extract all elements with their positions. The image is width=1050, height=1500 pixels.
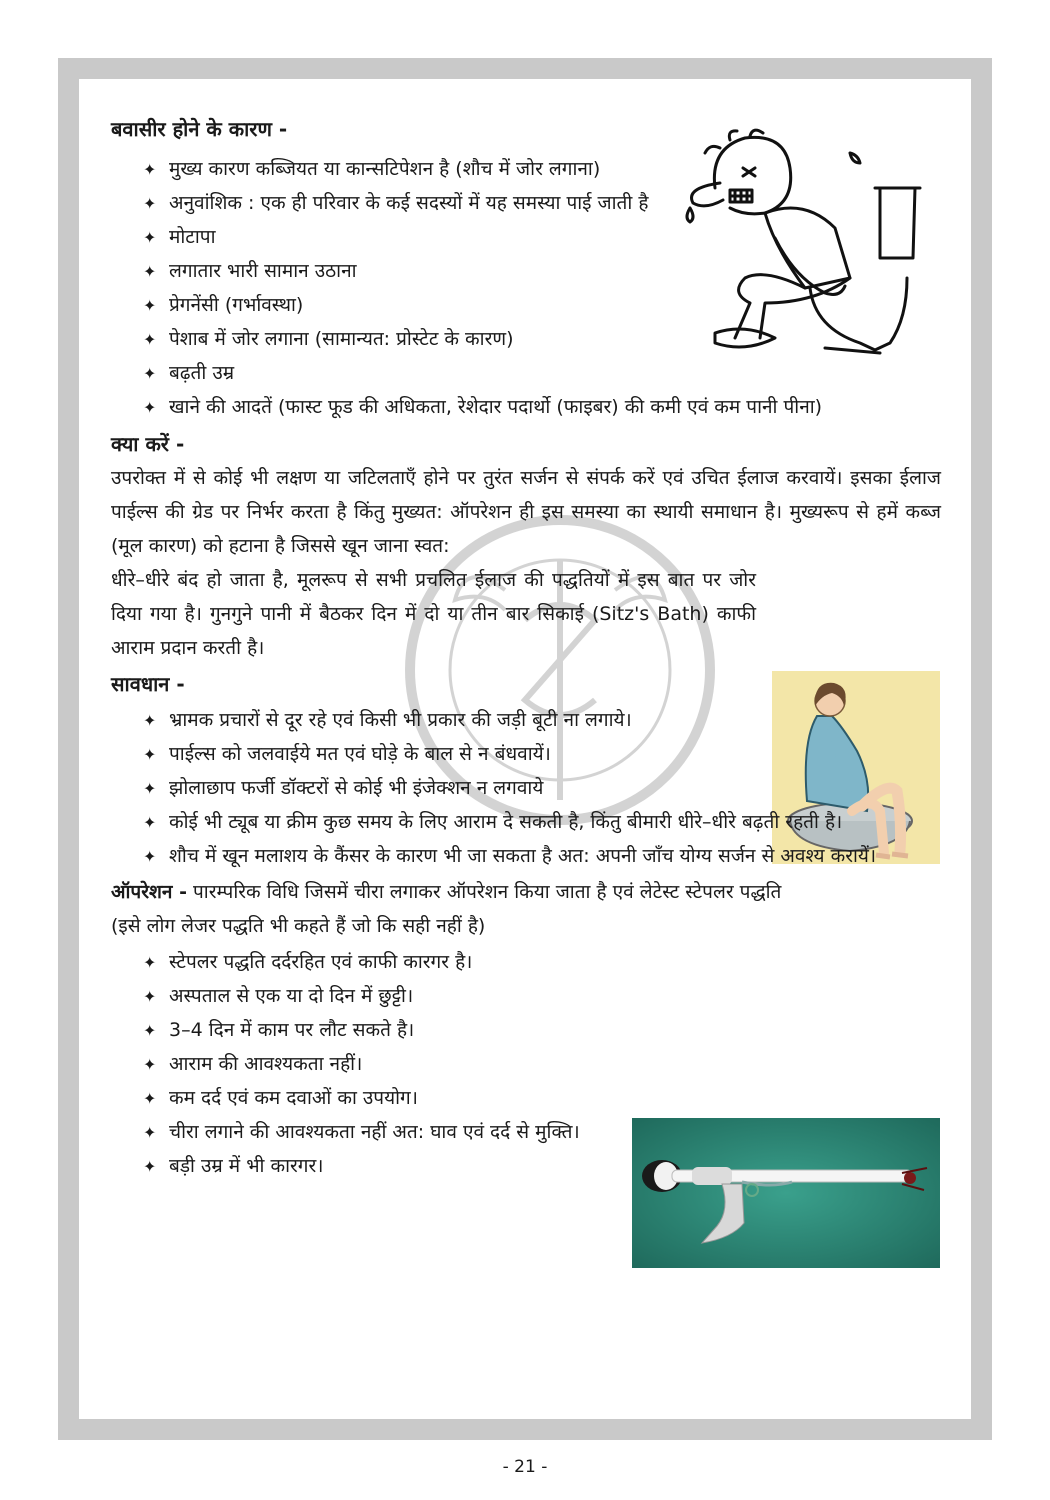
star-bullet-icon: ✦ [143,987,157,1006]
star-bullet-icon: ✦ [143,1123,157,1142]
list-item: ✦ पाईल्स को जलवाईये मत एवं घोड़े के बाल से न बंधवायें। [111,739,941,770]
star-bullet-icon: ✦ [143,398,157,417]
page-content [111,112,941,1185]
caution-heading: सावधान - [111,672,185,696]
star-bullet-icon: ✦ [143,1089,157,1108]
list-item: ✦ झोलाछाप फर्जी डॉक्टरों से कोई भी इंजेक्शन न लगवाये [111,773,941,804]
list-item: ✦ अनुवांशिक : एक ही परिवार के कई सदस्यों में यह समस्या पाई जाती है [111,188,666,219]
list-item: ✦ भ्रामक प्रचारों से दूर रहे एवं किसी भी प्रकार की जड़ी बूटी ना लगाये। [111,705,769,736]
star-bullet-icon: ✦ [143,364,157,383]
operation-heading: ऑपरेशन - [111,881,187,903]
what-to-do-paragraph: उपरोक्त में से कोई भी लक्षण या जटिलताएँ होने पर तुरंत सर्जन से संपर्क करें एवं उचित ईलाज करवायें। इसका ईलाज पाईल्स की ग्रेड पर निर्भर करता है किंतु मुख्यत: ऑपरेशन ही इस समस्या का स्थायी समाधान है। मुख्यरूप से हमें कब्ज (मूल कारण) को हटाना है जिससे खून जाना स्वत: [111,467,941,557]
list-item: ✦ खाने की आदतें (फास्ट फूड की अधिकता, रेशेदार पदार्थो (फाइबर) की कमी एवं कम पानी पीना) [111,392,941,423]
star-bullet-icon: ✦ [143,160,157,179]
caution-list [111,705,941,872]
star-bullet-icon: ✦ [143,711,157,730]
list-item: ✦ कम दर्द एवं कम दवाओं का उपयोग। [111,1083,666,1114]
star-bullet-icon: ✦ [143,296,157,315]
star-bullet-icon: ✦ [143,194,157,213]
star-bullet-icon: ✦ [143,779,157,798]
star-bullet-icon: ✦ [143,1157,157,1176]
causes-list [111,154,666,321]
star-bullet-icon: ✦ [143,745,157,764]
star-bullet-icon: ✦ [143,262,157,281]
causes-list-wide [111,324,941,423]
star-bullet-icon: ✦ [143,1055,157,1074]
list-item: ✦ मोटापा [111,222,666,253]
list-item: ✦ बड़ी उम्र में भी कारगर। [111,1151,941,1182]
star-bullet-icon: ✦ [143,330,157,349]
list-item: ✦ कोई भी ट्यूब या क्रीम कुछ समय के लिए आराम दे सकती है, किंतु बीमारी धीरे–धीरे बढ़ती रहती है। [111,807,941,838]
star-bullet-icon: ✦ [143,813,157,832]
operation-note: (इसे लोग लेजर पद्धति भी कहते हैं जो कि सही नहीं है) [111,915,486,937]
star-bullet-icon: ✦ [143,847,157,866]
list-item: ✦ बढ़ती उम्र [111,358,941,389]
operation-intro: ऑपरेशन - पारम्परिक विधि जिसमें चीरा लगाकर ऑपरेशन किया जाता है एवं लेटेस्ट स्टेपलर पद्धति [111,881,782,903]
list-item: ✦ लगातार भारी सामान उठाना [111,256,666,287]
list-item: ✦ पेशाब में जोर लगाना (सामान्यत: प्रोस्टेट के कारण) [111,324,941,355]
operation-benefits-list [111,947,666,1114]
star-bullet-icon: ✦ [143,228,157,247]
list-item: ✦ 3–4 दिन में काम पर लौट सकते है। [111,1015,666,1046]
page-number: - 21 - [502,1457,548,1477]
what-to-do-heading: क्या करें - [111,432,185,456]
operation-benefits-list-wide [111,1117,941,1182]
list-item: ✦ अस्पताल से एक या दो दिन में छुट्टी। [111,981,666,1012]
list-item: ✦ प्रेगनेंसी (गर्भावस्था) [111,290,666,321]
sitz-bath-paragraph: धीरे–धीरे बंद हो जाता है, मूलरूप से सभी प्रचलित ईलाज की पद्धतियों में इस बात पर जोर दिया गया है। गुनगुने पानी में बैठकर दिन में दो या तीन बार सिकाई (Sitz's Bath) काफी आराम प्रदान करती है। [111,569,756,659]
list-item: ✦ मुख्य कारण कब्जियत या कान्सटिपेशन है (शौच में जोर लगाना) [111,154,666,185]
list-item: ✦ चीरा लगाने की आवश्यकता नहीं अत: घाव एवं दर्द से मुक्ति। [111,1117,941,1148]
star-bullet-icon: ✦ [143,1021,157,1040]
causes-heading: बवासीर होने के कारण - [111,117,288,141]
list-item: ✦ आराम की आवश्यकता नहीं। [111,1049,666,1080]
list-item: ✦ शौच में खून मलाशय के कैंसर के कारण भी जा सकता है अत: अपनी जाँच योग्य सर्जन से अवश्य करायें। [111,841,941,872]
list-item: ✦ स्टेपलर पद्धति दर्दरहित एवं काफी कारगर है। [111,947,666,978]
star-bullet-icon: ✦ [143,953,157,972]
